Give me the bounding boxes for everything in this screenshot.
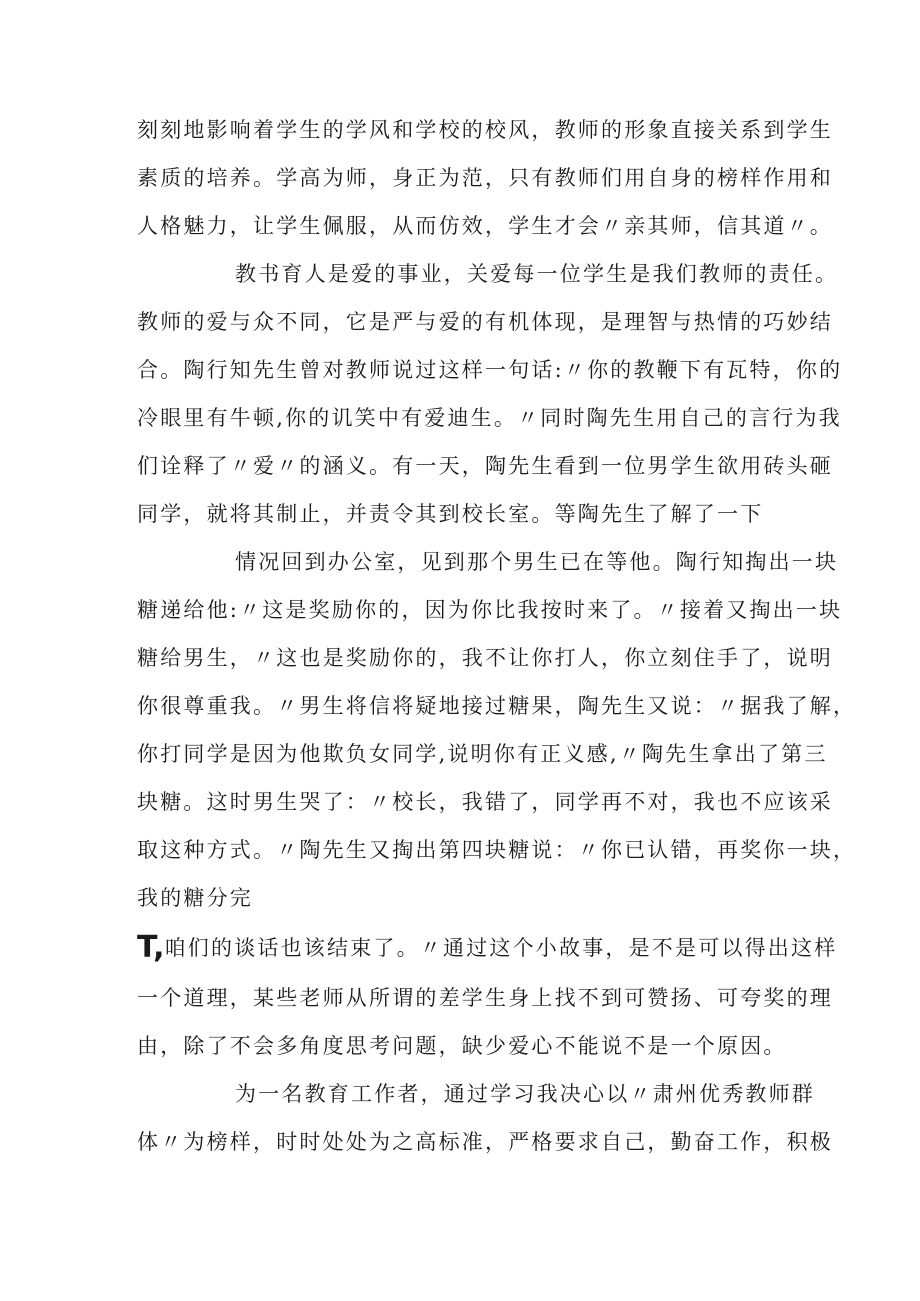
text-line-11: 糖递给他:〃这是奖励你的，因为你比我按时来了。〃接着又掏出一块 bbox=[137, 598, 843, 622]
paragraph-start-line: 为一名教育工作者，通过学习我决心以〃肃州优秀教师群 bbox=[235, 1082, 815, 1106]
paragraph-start-line: 教书育人是爱的事业，关爱每一位学生是我们教师的责任。 bbox=[235, 262, 839, 286]
text-line-15: 块糖。这时男生哭了：〃校长，我错了，同学再不对，我也不应该采 bbox=[137, 790, 833, 814]
text-line-12: 糖给男生，〃这也是奖励你的，我不让你打人，你立刻住手了，说明 bbox=[137, 646, 833, 670]
text-line-6: 合。陶行知先生曾对教师说过这样一句话:〃你的教鞭下有瓦特，你的 bbox=[137, 358, 843, 382]
text-line-13: 你很尊重我。〃男生将信将疑地接过糖果，陶先生又说：〃据我了解， bbox=[137, 694, 857, 718]
text-line-22: 体〃为榜样，时时处处为之高标准，严格要求自己，勤奋工作，积极 bbox=[137, 1130, 833, 1154]
text-line-19: 一个道理，某些老师从所谓的差学生身上找不到可赞扬、可夸奖的理 bbox=[137, 986, 833, 1010]
text-line-14: 你打同学是因为他欺负女同学,说明你有正义感,〃陶先生拿出了第三 bbox=[137, 742, 828, 766]
text-line-3: 人格魅力，让学生佩服，从而仿效，学生才会〃亲其师，信其道〃。 bbox=[137, 214, 833, 238]
text-line-1: 刻刻地影响着学生的学风和学校的校风，教师的形象直接关系到学生 bbox=[137, 118, 833, 142]
text-line-5: 教师的爱与众不同，它是严与爱的有机体现，是理智与热情的巧妙结 bbox=[137, 310, 833, 334]
text-line-20: 由，除了不会多角度思考问题，缺少爱心不能说不是一个原因。 bbox=[137, 1034, 787, 1058]
text-line-16: 取这种方式。〃陶先生又掏出第四块糖说：〃你已认错，再奖你一块， bbox=[137, 838, 857, 862]
text-line-8: 们诠释了〃爱〃的涵义。有一天，陶先生看到一位男学生欲用砖头砸 bbox=[137, 454, 833, 478]
line-prefix: T, bbox=[137, 930, 165, 965]
text-line-18-body: 咱们的谈话也该结束了。〃通过这个小故事，是不是可以得出这样 bbox=[164, 936, 838, 960]
text-line-9: 同学，就将其制止，并责令其到校长室。等陶先生了解了一下 bbox=[137, 502, 764, 526]
paragraph-start-line: 情况回到办公室，见到那个男生已在等他。陶行知掏出一块 bbox=[235, 550, 839, 574]
text-line-2: 素质的培养。学高为师，身正为范，只有教师们用自身的榜样作用和 bbox=[137, 166, 833, 190]
text-line-17: 我的糖分完 bbox=[137, 886, 253, 910]
text-line-7: 冷眼里有牛顿,你的讥笑中有爱迪生。〃同时陶先生用自己的言行为我 bbox=[137, 406, 842, 430]
text-line-18 bbox=[137, 931, 837, 965]
